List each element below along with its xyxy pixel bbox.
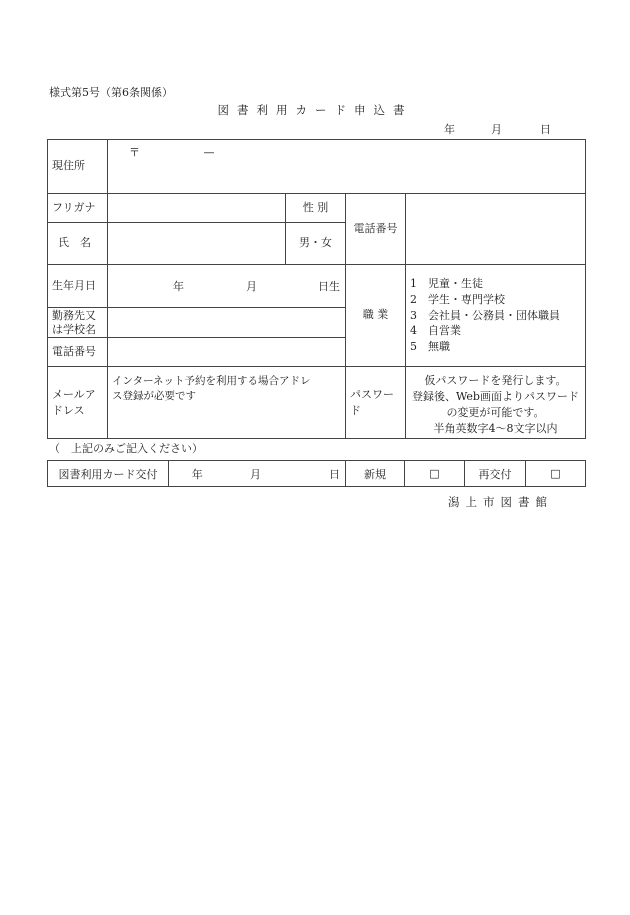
form-number: 様式第5号（第6条関係）: [49, 86, 173, 99]
issue-day: 日: [286, 461, 346, 487]
occupation-option-3[interactable]: 3 会社員・公務員・団体職員: [410, 308, 560, 322]
email-label: メールア ドレス: [48, 367, 108, 439]
workplace-label: 勤務先又 は学校名: [48, 308, 108, 338]
library-name: 潟上市図書館: [448, 495, 553, 509]
address-label: 現住所: [48, 140, 108, 194]
occupation-option-4[interactable]: 4 自営業: [410, 324, 461, 338]
issue-label: 図書利用カード交付: [48, 461, 169, 487]
birth-day: 日生: [318, 280, 340, 293]
birthdate-label: 生年月日: [48, 265, 108, 308]
occupation-options[interactable]: [406, 265, 586, 367]
date-day: 日: [540, 123, 551, 136]
gender-label: 性 別: [286, 194, 346, 223]
occupation-option-1[interactable]: 1 児童・生徒: [410, 276, 483, 290]
date-year: 年: [444, 123, 455, 136]
phone-field[interactable]: [406, 194, 586, 265]
reissue-label: 再交付: [465, 461, 526, 487]
card-issue-table: [47, 460, 586, 487]
issue-year: 年: [169, 461, 226, 487]
reissue-checkbox[interactable]: □: [526, 461, 586, 487]
occupation-option-5[interactable]: 5 無職: [410, 340, 450, 354]
workplace-field[interactable]: [108, 308, 346, 338]
application-table: [47, 139, 586, 439]
phone2-label: 電話番号: [48, 338, 108, 367]
form-title: 図書利用カード申込書: [217, 103, 413, 117]
email-field[interactable]: [108, 367, 346, 439]
occupation-label: 職 業: [346, 265, 406, 367]
name-label: 氏 名: [48, 223, 108, 265]
address-field[interactable]: [108, 140, 586, 194]
new-checkbox[interactable]: □: [405, 461, 465, 487]
furigana-field[interactable]: [108, 194, 286, 223]
postal-mark: 〒: [129, 146, 140, 159]
birthdate-field[interactable]: [108, 265, 346, 308]
issue-month: 月: [226, 461, 286, 487]
password-note: 仮パスワードを発行します。 登録後、Web画面よりパスワード の変更が可能です。 半角英数字4～8文字以内: [406, 367, 586, 439]
postal-dash: —: [203, 146, 215, 159]
email-note-2: ス登録が必要です: [112, 390, 196, 403]
name-field[interactable]: [108, 223, 286, 265]
phone-label: 電話番号: [346, 194, 406, 265]
password-label: パスワー ド: [346, 367, 406, 439]
gender-options[interactable]: 男・女: [286, 223, 346, 265]
email-note-1: インターネット予約を利用する場合アドレ: [112, 375, 311, 387]
phone2-field[interactable]: [108, 338, 346, 367]
birth-year: 年: [173, 280, 184, 293]
fill-instruction: （ 上記のみご記入ください）: [49, 442, 203, 455]
date-month: 月: [491, 123, 502, 136]
birth-month: 月: [246, 280, 257, 293]
occupation-option-2[interactable]: 2 学生・専門学校: [410, 292, 505, 306]
furigana-label: フリガナ: [48, 194, 108, 223]
new-label: 新規: [346, 461, 405, 487]
